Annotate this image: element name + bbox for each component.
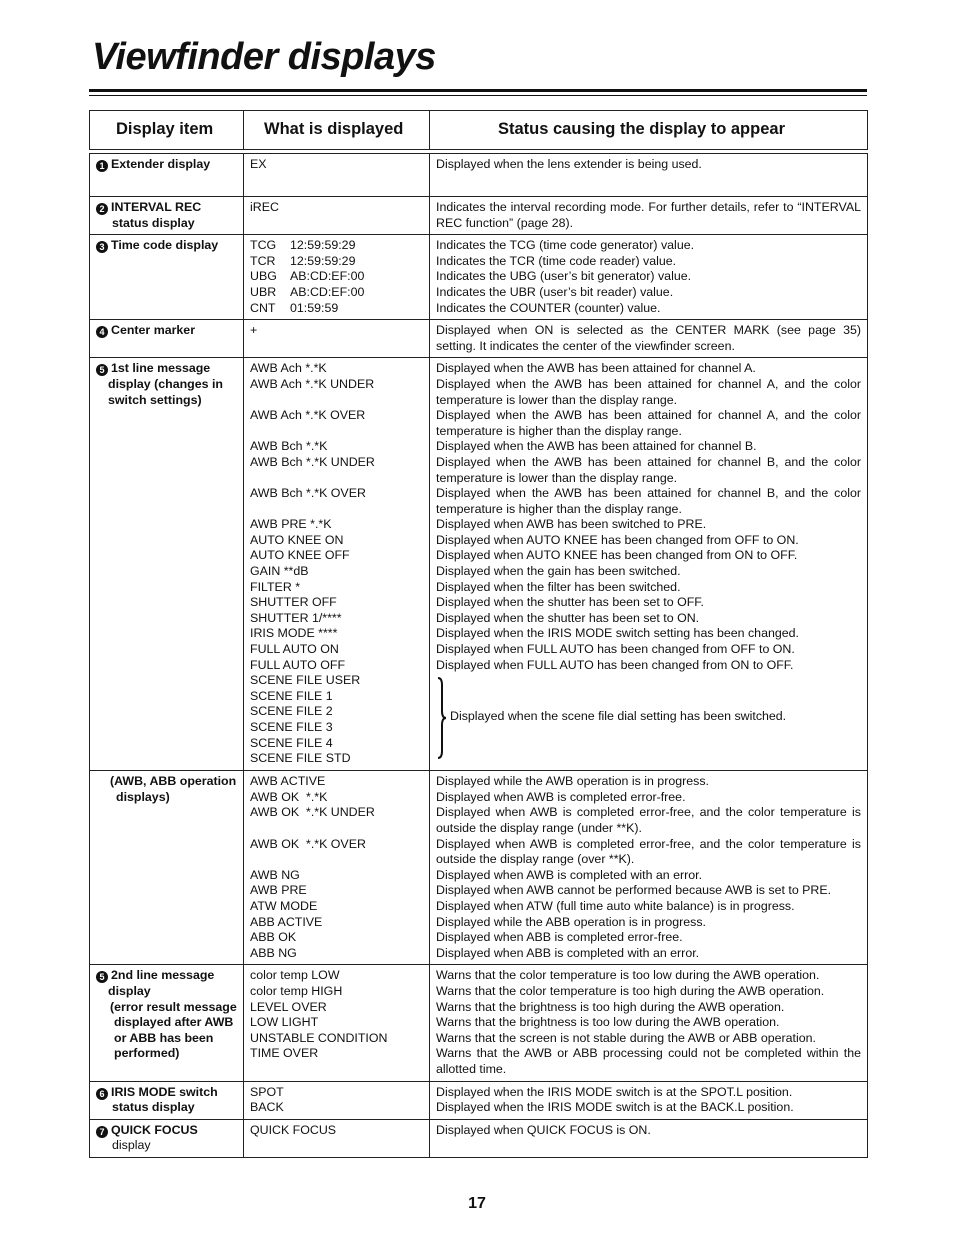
table-row-center-marker [90, 320, 868, 358]
status-cell: Indicates the interval recording mode. For further details, refer to “INTERVAL REC function” (page 28). [430, 197, 868, 235]
scene-file-status-text: Displayed when the scene file dial setting has been switched. [450, 709, 787, 724]
item-number-badge: 7 [96, 1126, 108, 1138]
display-item-cell: 5 1st line message display (changes in switch settings) [90, 358, 244, 771]
table-row-interval-rec [90, 197, 868, 235]
title-rule-thin [89, 95, 867, 96]
table-row-2nd-line-message [90, 965, 868, 1081]
what-cell: QUICK FOCUS [244, 1119, 430, 1157]
status-cell: Warns that the color temperature is too low during the AWB operation. Warns that the color temperature is too high during the AWB operation. Warns that the brightness is too high during the AWB operation. Warns that the brightness is too low during the AWB operation. Warns that the screen is not stable during the AWB or ABB operation. Warns that the AWB or ABB processing could not be completed within the allotted time. [430, 965, 868, 1081]
table-header-row [90, 111, 868, 150]
title-rule-thick [89, 89, 867, 92]
display-item-cell: 1 Extender display [90, 154, 244, 197]
display-item-cell: 2 INTERVAL REC status display [90, 197, 244, 235]
what-cell: iREC [244, 197, 430, 235]
table-row-awb-abb-operation [90, 771, 868, 965]
display-item-cell: (AWB, ABB operation displays) [90, 771, 244, 965]
display-item-cell: 7 QUICK FOCUS display [90, 1119, 244, 1157]
item-number-badge: 1 [96, 160, 108, 172]
table-row-extender [90, 154, 868, 197]
status-cell: Displayed when the AWB has been attained for channel A. Displayed when the AWB has been attained for channel A, and the color temperature is lower than the display range. Displayed when the AWB has been attained for channel A, and the color temperature is higher than the display range. Displayed when the AWB has been attained for channel B. Displayed when the AWB has been attained for channel B, and the color temperature is lower than the display range. Displayed when the AWB has been attained for channel B, and the color temperature is higher than the display range. Displayed when AWB has been switched to PRE. Displayed when AUTO KNEE has been changed from OFF to ON. Displayed when AUTO KNEE has been changed from ON to OFF. Displayed when the gain has been switched. Displayed when the filter has been switched. Displayed when the shutter has been set to OFF. Displayed when the shutter has been set to ON. Displayed when the IRIS MODE switch setting has been changed. Displayed when FULL AUTO has been changed from OFF to ON. Displayed when FULL AUTO has been changed from ON to OFF. Displayed when the scene file dial setting has been switched. [430, 358, 868, 771]
page-number: 17 [468, 1195, 486, 1212]
item-number-badge: 3 [96, 241, 108, 253]
status-cell: Displayed when the IRIS MODE switch is at the SPOT.L position. Displayed when the IRIS MODE switch is at the BACK.L position. [430, 1081, 868, 1119]
status-cell: Displayed when QUICK FOCUS is ON. [430, 1119, 868, 1157]
what-cell: EX [244, 154, 430, 197]
display-item-cell: 4 Center marker [90, 320, 244, 358]
header-display-item: Display item [90, 111, 244, 150]
scene-file-brace-group [436, 673, 861, 767]
display-item-cell: 5 2nd line message display (error result message displayed after AWB or ABB has been performed) [90, 965, 244, 1081]
item-number-badge: 4 [96, 326, 108, 338]
status-cell: Displayed when ON is selected as the CENTER MARK (see page 35) setting. It indicates the center of the viewfinder screen. [430, 320, 868, 358]
display-item-cell: 3 Time code display [90, 235, 244, 320]
what-cell: AWB ACTIVE AWB OK *.*K AWB OK *.*K UNDER AWB OK *.*K OVER AWB NG AWB PRE ATW MODE ABB ACTIVE ABB OK ABB NG [244, 771, 430, 965]
status-cell: Indicates the TCG (time code generator) value. Indicates the TCR (time code reader) value. Indicates the UBG (user’s bit generator) value. Indicates the UBR (user’s bit reader) value. Indicates the COUNTER (counter) value. [430, 235, 868, 320]
status-cell: Displayed while the AWB operation is in progress. Displayed when AWB is completed error-free. Displayed when AWB is completed error-free, and the color temperature is outside the display range (under **K). Displayed when AWB is completed error-free, and the color temperature is outside the display range (over **K). Displayed when AWB is completed with an error. Displayed when AWB cannot be performed because AWB is set to PRE. Displayed when ATW (full time auto white balance) is in progress. Displayed while the ABB operation is in progress. Displayed when ABB is completed error-free. Displayed when ABB is completed with an error. [430, 771, 868, 965]
table-row-iris-mode [90, 1081, 868, 1119]
what-cell: + [244, 320, 430, 358]
table-row-1st-line-message [90, 358, 868, 771]
item-number-badge: 5 [96, 364, 108, 376]
display-item-cell: 6 IRIS MODE switch status display [90, 1081, 244, 1119]
what-cell: TCG 12:59:59:29 TCR 12:59:59:29 UBG AB:CD:EF:00 UBR AB:CD:EF:00 CNT 01:59:59 [244, 235, 430, 320]
status-cell: Displayed when the lens extender is being used. [430, 154, 868, 197]
header-what-is-displayed: What is displayed [244, 111, 430, 150]
what-cell: SPOT BACK [244, 1081, 430, 1119]
viewfinder-display-table [89, 110, 868, 1158]
table-row-time-code [90, 235, 868, 320]
curly-brace-icon [436, 677, 448, 759]
item-number-badge: 5 [96, 971, 108, 983]
item-number-badge: 6 [96, 1088, 108, 1100]
item-number-badge: 2 [96, 203, 108, 215]
table-row-quick-focus [90, 1119, 868, 1157]
header-status: Status causing the display to appear [430, 111, 868, 150]
page-title: Viewfinder displays [92, 36, 436, 78]
what-cell: AWB Ach *.*K AWB Ach *.*K UNDER AWB Ach *.*K OVER AWB Bch *.*K AWB Bch *.*K UNDER AWB Bch *.*K OVER AWB PRE *.*K AUTO KNEE ON AUTO KNEE OFF GAIN **dB FILTER * SHUTTER OFF SHUTTER 1/**** IRIS MODE **** FULL AUTO ON FULL AUTO OFF SCENE FILE USER SCENE FILE 1 SCENE FILE 2 SCENE FILE 3 SCENE FILE 4 SCENE FILE STD [244, 358, 430, 771]
what-cell: color temp LOW color temp HIGH LEVEL OVER LOW LIGHT UNSTABLE CONDITION TIME OVER [244, 965, 430, 1081]
